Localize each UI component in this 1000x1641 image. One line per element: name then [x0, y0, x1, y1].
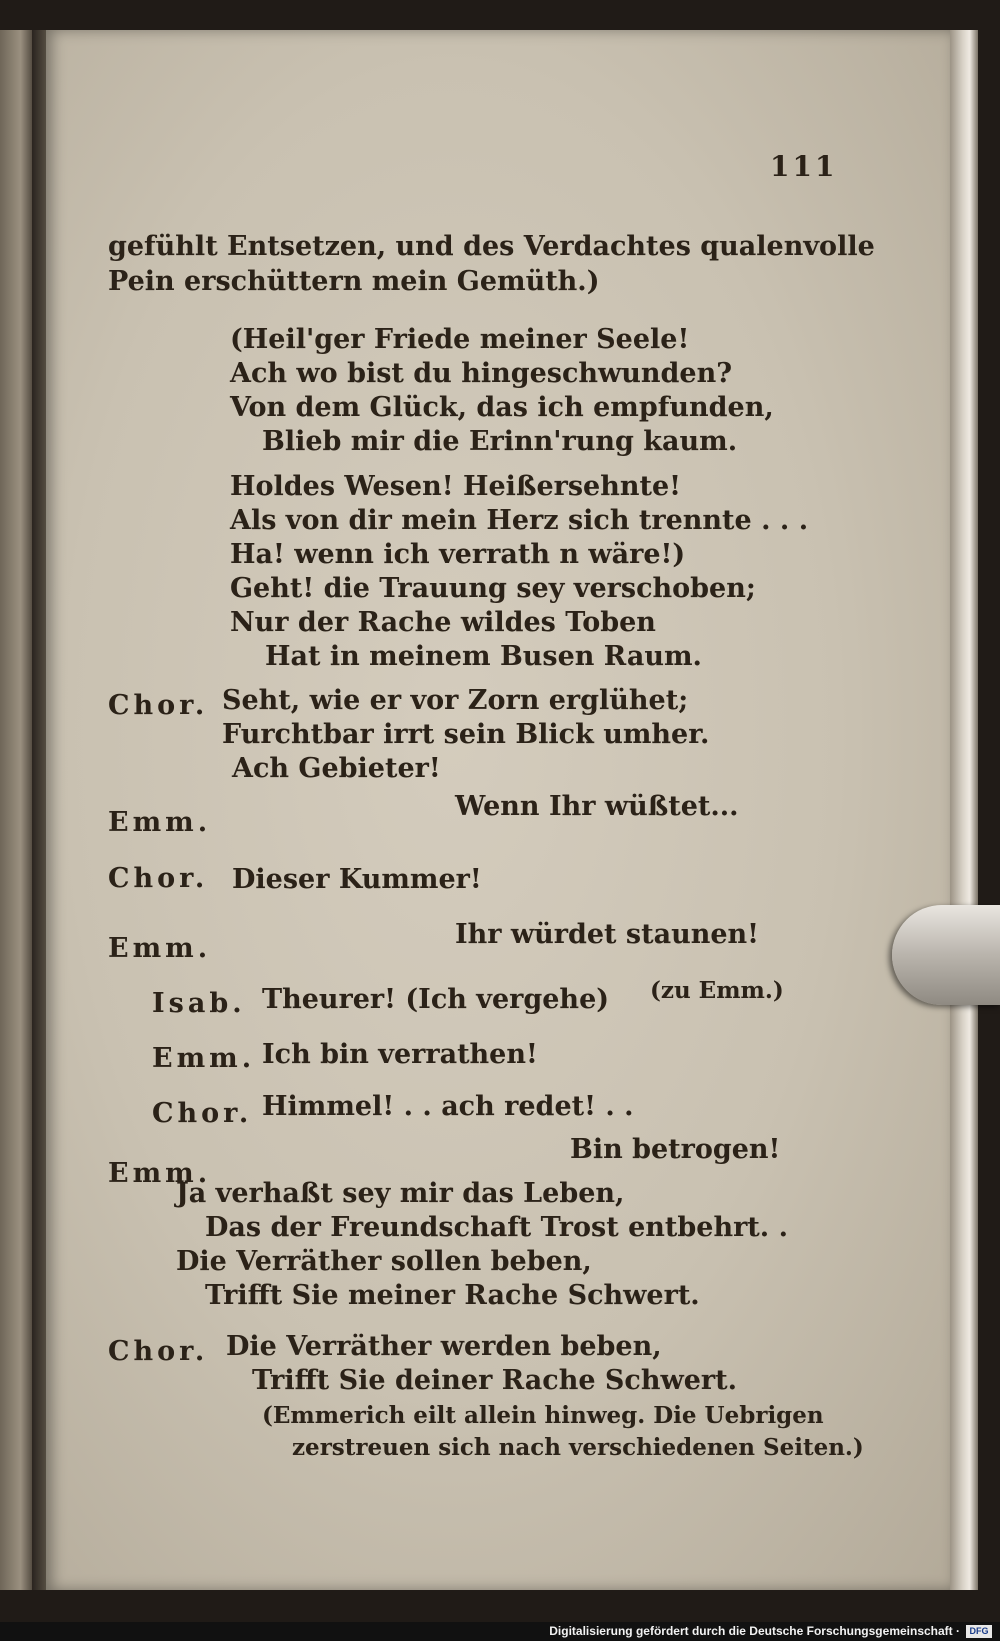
verse-line: Ach Gebieter!	[232, 753, 441, 784]
verse-line: Von dem Glück, das ich empfunden,	[230, 392, 774, 423]
speaker-label: Isab.	[152, 988, 246, 1019]
page-number: 111	[770, 150, 838, 183]
stage-direction: (Emmerich eilt allein hinweg. Die Uebrigen	[262, 1402, 824, 1429]
verse-line: Trifft Sie meiner Rache Schwert.	[205, 1280, 700, 1311]
stage-direction: (zu Emm.)	[650, 977, 784, 1004]
verse-line: Nur der Rache wildes Toben	[230, 607, 656, 638]
speaker-label: Chor.	[108, 690, 209, 721]
verse-line: Das der Freundschaft Trost entbehrt. .	[205, 1212, 788, 1243]
verse-line: Wenn Ihr wüßtet...	[455, 791, 739, 822]
speaker-label: Chor.	[152, 1098, 253, 1129]
speaker-label: Emm.	[108, 807, 212, 838]
speaker-label: Emm.	[152, 1043, 256, 1074]
left-page-edge	[0, 30, 34, 1590]
page-clip	[892, 905, 1000, 1005]
verse-line: Holdes Wesen! Heißersehnte!	[230, 471, 681, 502]
digitization-footer	[0, 1622, 1000, 1641]
verse-line: Furchtbar irrt sein Blick umher.	[222, 719, 710, 750]
verse-line: Bin betrogen!	[570, 1134, 781, 1165]
verse-line: Hat in meinem Busen Raum.	[265, 641, 702, 672]
verse-line: Ha! wenn ich verrath n wäre!)	[230, 539, 686, 570]
speaker-label: Emm.	[108, 933, 212, 964]
stage-direction: zerstreuen sich nach verschiedenen Seiten.)	[292, 1434, 864, 1461]
funding-credit: Digitalisierung gefördert durch die Deutsche Forschungsgemeinschaft ·	[549, 1624, 960, 1638]
verse-line: Trifft Sie deiner Rache Schwert.	[252, 1365, 738, 1396]
text-line: Pein erschüttern mein Gemüth.)	[108, 266, 600, 297]
verse-line: Ihr würdet staunen!	[455, 919, 760, 950]
speaker-label: Emm.	[108, 1158, 212, 1189]
page-stack-edge	[950, 30, 978, 1590]
verse-line: Geht! die Trauung sey verschoben;	[230, 573, 756, 604]
speaker-label: Chor.	[108, 1336, 209, 1367]
verse-line: Als von dir mein Herz sich trennte . . .	[230, 505, 809, 536]
verse-line: Ich bin verrathen!	[262, 1039, 538, 1070]
verse-line: Die Verräther werden beben,	[226, 1331, 662, 1362]
verse-line: Blieb mir die Erinn'rung kaum.	[262, 426, 738, 457]
verse-line: Seht, wie er vor Zorn erglühet;	[222, 685, 689, 716]
dfg-logo: DFG	[966, 1625, 992, 1638]
verse-line: (Heil'ger Friede meiner Seele!	[230, 324, 690, 355]
verse-line: Dieser Kummer!	[232, 864, 482, 895]
verse-line: Himmel! . . ach redet! . .	[262, 1091, 634, 1122]
verse-line: Die Verräther sollen beben,	[176, 1246, 592, 1277]
speaker-label: Chor.	[108, 863, 209, 894]
text-line: gefühlt Entsetzen, und des Verdachtes qualenvolle	[108, 231, 875, 262]
verse-line: Theurer! (Ich vergehe)	[262, 984, 610, 1015]
verse-line: Ja verhaßt sey mir das Leben,	[176, 1178, 625, 1209]
verse-line: Ach wo bist du hingeschwunden?	[230, 358, 733, 389]
